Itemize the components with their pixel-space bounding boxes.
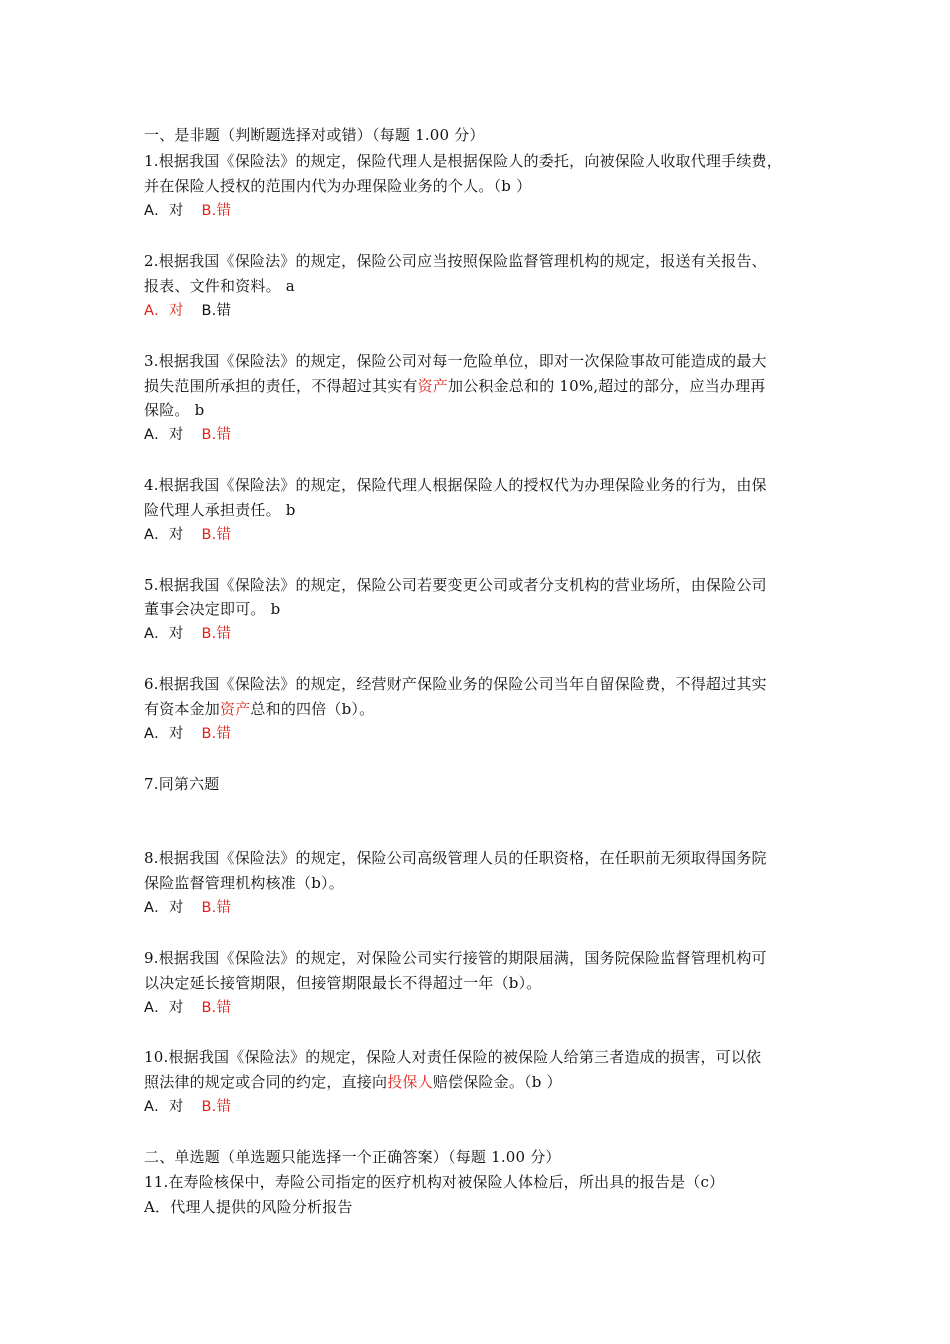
q5-option-a: A．对: [144, 626, 184, 642]
q5-line2: 董事会决定即可。 b: [144, 600, 281, 618]
q10-option-a: A．对: [144, 1099, 184, 1115]
q1-options: [144, 201, 231, 221]
q9-option-a: A．对: [144, 1000, 184, 1016]
q5-line1: 5.根据我国《保险法》的规定，保险公司若要变更公司或者分支机构的营业场所，由保险公司: [144, 576, 767, 594]
q3-option-a: A．对: [144, 427, 184, 443]
q9-option-b: B.错: [201, 1000, 232, 1016]
q6-line1: 6.根据我国《保险法》的规定，经营财产保险业务的保险公司当年自留保险费，不得超过其实: [144, 675, 767, 693]
q10-line2-text-end: 赔偿保险金。（b ）: [432, 1073, 562, 1091]
q9-line2: 以决定延长接管期限，但接管期限最长不得超过一年（b）。: [144, 974, 542, 992]
q6-line2-highlight: 资产: [220, 700, 251, 718]
q10-line2-text: 照法律的规定或合同的约定，直接向: [144, 1073, 388, 1091]
section1-header: 一、是非题（判断题选择对或错）（每题 1.00 分）: [144, 126, 485, 144]
q3-line2-highlight: 资产: [417, 377, 449, 395]
q2-line1: 2.根据我国《保险法》的规定，保险公司应当按照保险监督管理机构的规定，报送有关报告、: [144, 252, 767, 270]
q6-options: [144, 724, 231, 744]
q4-option-a: A．对: [144, 527, 184, 543]
section2-header: 二、单选题（单选题只能选择一个正确答案）（每题 1.00 分）: [144, 1148, 561, 1166]
q9-options: [144, 998, 231, 1018]
q8-option-a: A．对: [144, 900, 184, 916]
q11-line1: 11.在寿险核保中，寿险公司指定的医疗机构对被保险人体检后，所出具的报告是（c）: [144, 1173, 725, 1191]
q8-option-b: B.错: [201, 900, 232, 916]
q1-option-a: A．对: [144, 203, 184, 219]
q3-line1: 3.根据我国《保险法》的规定，保险公司对每一危险单位，即对一次保险事故可能造成的最大: [144, 352, 767, 370]
q3-line2: [144, 376, 766, 396]
q3-options: [144, 425, 231, 445]
q4-line1: 4.根据我国《保险法》的规定，保险代理人根据保险人的授权代为办理保险业务的行为，由保: [144, 476, 767, 494]
q2-options: [144, 301, 231, 321]
q10-line2: [144, 1072, 562, 1092]
q8-options: [144, 898, 231, 918]
q6-line2-text: 有资本金加: [144, 700, 221, 718]
q6-line2-text-end: 总和的四倍（b）。: [250, 700, 375, 718]
q7-line1: 7.同第六题: [144, 775, 220, 793]
q5-option-b: B.错: [201, 626, 232, 642]
q6-option-b: B.错: [201, 726, 232, 742]
q2-option-b: B.错: [201, 303, 232, 319]
q10-options: [144, 1097, 231, 1117]
q9-line1: 9.根据我国《保险法》的规定，对保险公司实行接管的期限届满，国务院保险监督管理机构可: [144, 949, 767, 967]
q1-line1: 1.根据我国《保险法》的规定，保险代理人是根据保险人的委托，向被保险人收取代理手续费，: [144, 152, 782, 170]
q5-options: [144, 624, 231, 644]
q10-line2-highlight: 投保人: [387, 1073, 433, 1091]
q6-line2: [144, 699, 374, 719]
q3-line2-text: 损失范围所承担的责任，不得超过其实有: [144, 377, 418, 395]
q3-line3: 保险。 b: [144, 401, 205, 419]
q6-option-a: A．对: [144, 726, 184, 742]
q1-line2: 并在保险人授权的范围内代为办理保险业务的个人。（b ）: [144, 177, 532, 195]
q8-line2: 保险监督管理机构核准（b）。: [144, 874, 344, 892]
q2-option-a: A．对: [144, 303, 184, 319]
q10-option-b: B.错: [201, 1099, 232, 1115]
q2-line2: 报表、文件和资料。 a: [144, 277, 295, 295]
q4-line2: 险代理人承担责任。 b: [144, 501, 296, 519]
q8-line1: 8.根据我国《保险法》的规定，保险公司高级管理人员的任职资格，在任职前无须取得国务院: [144, 849, 767, 867]
q11-option-a: A．代理人提供的风险分析报告: [144, 1198, 353, 1216]
q4-option-b: B.错: [201, 527, 232, 543]
q1-option-b: B.错: [201, 203, 232, 219]
q4-options: [144, 525, 231, 545]
q3-option-b: B.错: [201, 427, 232, 443]
q3-line2-text-end: 加公积金总和的 10%,超过的部分，应当办理再: [448, 377, 766, 395]
q10-line1: 10.根据我国《保险法》的规定，保险人对责任保险的被保险人给第三者造成的损害，可以依: [144, 1048, 762, 1066]
